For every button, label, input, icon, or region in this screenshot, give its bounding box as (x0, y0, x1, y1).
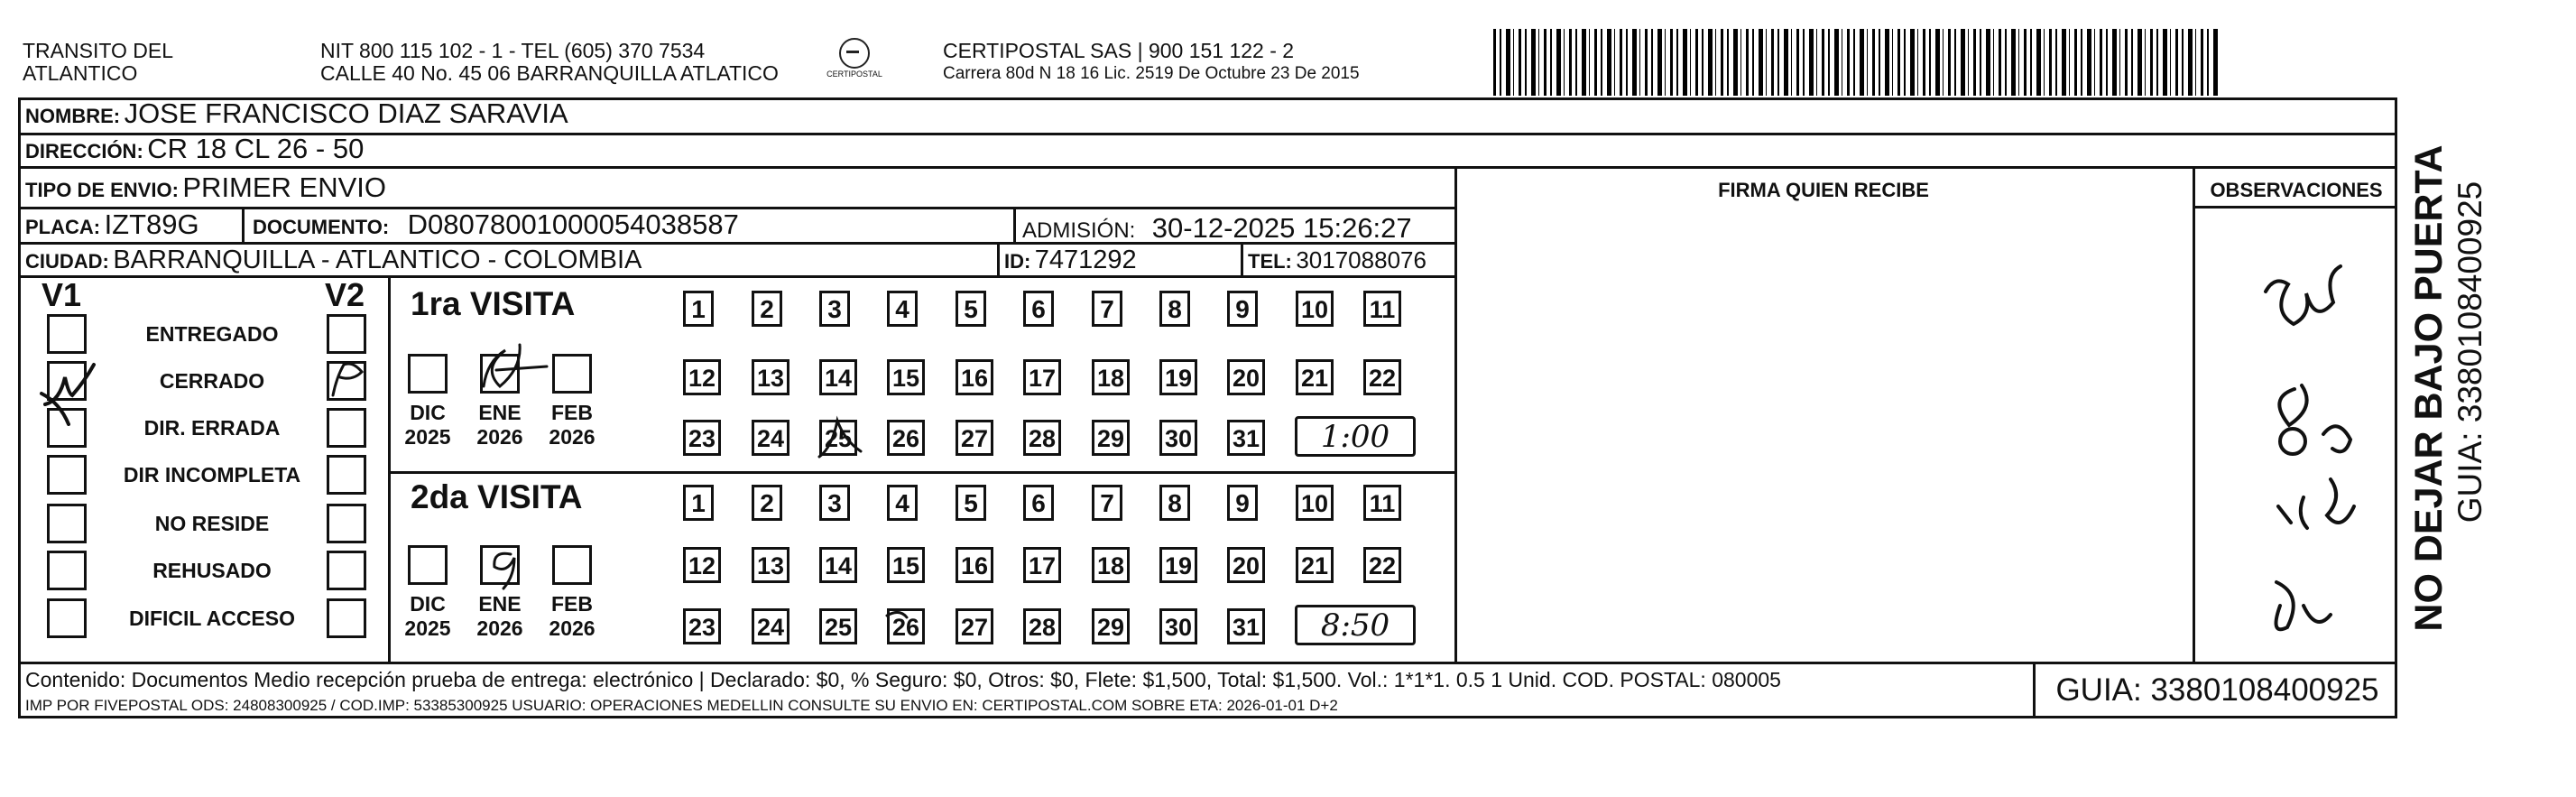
visit2-day-12[interactable]: 12 (683, 547, 721, 583)
visit2-ene-mark (478, 542, 532, 592)
nombre-row: NOMBRE: JOSE FRANCISCO DIAZ SARAVIA (25, 97, 568, 129)
tel-value: 3017088076 (1296, 246, 1426, 273)
visit2-day-31[interactable]: 31 (1227, 608, 1265, 644)
visit1-month-feb: FEB 2026 (549, 401, 596, 449)
visit1-day-20[interactable]: 20 (1227, 359, 1265, 395)
agency-contact: NIT 800 115 102 - 1 - TEL (605) 370 7534 CALLE 40 No. 45 06 BARRANQUILLA ATLATICO (320, 39, 779, 85)
v1-dir-incompleta-checkbox[interactable] (47, 455, 87, 495)
visit1-day-14[interactable]: 14 (819, 359, 857, 395)
visit1-day-27[interactable]: 27 (956, 420, 993, 456)
documento-value: D08078001000054038587 (407, 209, 739, 240)
visit1-day-30[interactable]: 30 (1159, 420, 1197, 456)
visit2-day-4[interactable]: 4 (887, 485, 918, 521)
footer-print-line: IMP POR FIVEPOSTAL ODS: 24808300925 / COD.IMP: 53385300925 USUARIO: OPERACIONES MEDELLIN CONSULTE SU ENVIO EN: CERTIPOSTAL.COM SOBRE ETA: 2026-01-01 D+2 (25, 697, 1338, 714)
tipo-envio-row: TIPO DE ENVIO: PRIMER ENVIO (25, 171, 387, 203)
visit1-day-18[interactable]: 18 (1092, 359, 1130, 395)
visit2-day-8[interactable]: 8 (1159, 485, 1190, 521)
visit1-day-5[interactable]: 5 (956, 291, 986, 327)
visit1-month-feb-checkbox[interactable] (552, 354, 592, 394)
status-dificil-acceso: DIFICIL ACCESO (128, 607, 295, 630)
visit2-day-26[interactable]: 26 (887, 608, 925, 644)
visit1-day-6[interactable]: 6 (1023, 291, 1054, 327)
visit1-day-11[interactable]: 11 (1363, 291, 1401, 327)
v1-entregado-checkbox[interactable] (47, 314, 87, 354)
nombre-value: JOSE FRANCISCO DIAZ SARAVIA (124, 97, 568, 129)
visit1-day-23[interactable]: 23 (683, 420, 721, 456)
visit2-day-9[interactable]: 9 (1227, 485, 1258, 521)
agency-name: TRANSITO DEL ATLANTICO (23, 39, 173, 85)
admision-cell: ADMISIÓN: 30-12-2025 15:26:27 (1022, 212, 1412, 244)
side-guia: GUIA: 3380108400925 (2451, 181, 2488, 524)
visit1-day-7[interactable]: 7 (1092, 291, 1122, 327)
direccion-value: CR 18 CL 26 - 50 (147, 133, 365, 164)
visit2-day-20[interactable]: 20 (1227, 547, 1265, 583)
tel-cell: TEL: 3017088076 (1248, 246, 1426, 273)
company-info: CERTIPOSTAL SAS | 900 151 122 - 2 Carrera 80d N 18 16 Lic. 2519 De Octubre 23 De 2015 (943, 39, 1360, 83)
footer-guia: GUIA: 3380108400925 (2055, 672, 2379, 708)
visit2-day-16[interactable]: 16 (956, 547, 993, 583)
barcode (1493, 29, 2220, 96)
visit2-day-10[interactable]: 10 (1296, 485, 1334, 521)
visit1-day-3[interactable]: 3 (819, 291, 850, 327)
visit1-day-16[interactable]: 16 (956, 359, 993, 395)
visit2-day-19[interactable]: 19 (1159, 547, 1197, 583)
visit1-time-box[interactable]: 1:00 (1295, 416, 1416, 457)
footer-content-line: Contenido: Documentos Medio recepción prueba de entrega: electrónico | Declarado: $0, % Seguro: $0, Otros: $0, Flete: $1,500, Total: $1,500. Vol.: 1*1*1. 0.5 1 Unid. COD. POSTAL: 080005 (25, 668, 1781, 691)
visit2-day-23[interactable]: 23 (683, 608, 721, 644)
visit1-day-22[interactable]: 22 (1363, 359, 1401, 395)
visit1-day-4[interactable]: 4 (887, 291, 918, 327)
visit2-day-24[interactable]: 24 (752, 608, 789, 644)
visit2-month-ene: ENE 2026 (476, 592, 523, 640)
v2-label: V2 (325, 276, 365, 313)
visit1-day-26[interactable]: 26 (887, 420, 925, 456)
tipo-envio-value: PRIMER ENVIO (182, 171, 387, 203)
admision-value: 30-12-2025 15:26:27 (1151, 212, 1412, 244)
visit2-month-feb-checkbox[interactable] (552, 545, 592, 585)
certipostal-logo: CERTIPOSTAL (823, 38, 886, 79)
visit2-day-17[interactable]: 17 (1023, 547, 1061, 583)
v1-dificil-acceso-checkbox[interactable] (47, 598, 87, 638)
visit2-day-15[interactable]: 15 (887, 547, 925, 583)
visit2-day-11[interactable]: 11 (1363, 485, 1401, 521)
direccion-row: DIRECCIÓN: CR 18 CL 26 - 50 (25, 133, 365, 164)
status-cerrado: CERRADO (159, 369, 265, 393)
visit1-day-8[interactable]: 8 (1159, 291, 1190, 327)
visit1-month-ene: ENE 2026 (476, 401, 523, 449)
visit1-day-29[interactable]: 29 (1092, 420, 1130, 456)
visit2-day-1[interactable]: 1 (683, 485, 714, 521)
visit2-month-dic-checkbox[interactable] (408, 545, 448, 585)
visit2-day-2[interactable]: 2 (752, 485, 782, 521)
documento-cell: DOCUMENTO: D08078001000054038587 (253, 209, 739, 240)
visit2-day-27[interactable]: 27 (956, 608, 993, 644)
visit2-day-28[interactable]: 28 (1023, 608, 1061, 644)
v1-no-reside-checkbox[interactable] (47, 504, 87, 543)
visit2-day-25[interactable]: 25 (819, 608, 857, 644)
visit1-day-13[interactable]: 13 (752, 359, 789, 395)
visit1-day-28[interactable]: 28 (1023, 420, 1061, 456)
visit1-day-mark (812, 413, 866, 464)
observaciones-header: OBSERVACIONES (2210, 179, 2383, 201)
v2-cerrado-mark (320, 356, 374, 410)
visit1-month-dic-checkbox[interactable] (408, 354, 448, 394)
visit1-ene-mark (476, 336, 549, 399)
visit1-day-1[interactable]: 1 (683, 291, 714, 327)
status-dir-incompleta: DIR INCOMPLETA (123, 463, 301, 487)
visit2-time-box[interactable]: 8:50 (1295, 605, 1416, 645)
visit1-day-10[interactable]: 10 (1296, 291, 1334, 327)
visit1-title: 1ra VISITA (411, 285, 576, 322)
visit2-title: 2da VISITA (411, 478, 583, 515)
visit1-day-17[interactable]: 17 (1023, 359, 1061, 395)
firma-header: FIRMA QUIEN RECIBE (1718, 179, 1929, 201)
status-no-reside: NO RESIDE (154, 512, 270, 535)
status-dir-errada: DIR. ERRADA (143, 416, 281, 440)
observaciones-handwriting (2195, 209, 2397, 662)
visit2-day-mark (880, 603, 925, 648)
visit2-day-29[interactable]: 29 (1092, 608, 1130, 644)
visit2-day-7[interactable]: 7 (1092, 485, 1122, 521)
v1-label: V1 (42, 276, 82, 313)
visit1-day-2[interactable]: 2 (752, 291, 782, 327)
ciudad-cell: CIUDAD: BARRANQUILLA - ATLANTICO - COLOMBIA (25, 246, 642, 274)
id-cell: ID: 7471292 (1004, 246, 1137, 274)
visit2-month-feb: FEB 2026 (549, 592, 596, 640)
visit2-day-18[interactable]: 18 (1092, 547, 1130, 583)
v1-rehusado-checkbox[interactable] (47, 551, 87, 590)
ciudad-value: BARRANQUILLA - ATLANTICO - COLOMBIA (113, 246, 642, 274)
visit2-day-22[interactable]: 22 (1363, 547, 1401, 583)
visit1-day-25[interactable]: 25 (819, 420, 857, 456)
visit2-day-5[interactable]: 5 (956, 485, 986, 521)
visit1-day-9[interactable]: 9 (1227, 291, 1258, 327)
visit1-day-12[interactable]: 12 (683, 359, 721, 395)
visit2-day-21[interactable]: 21 (1296, 547, 1334, 583)
visit2-day-13[interactable]: 13 (752, 547, 789, 583)
id-value: 7471292 (1034, 246, 1137, 274)
visit1-month-dic: DIC 2025 (404, 401, 451, 449)
visit2-month-dic: DIC 2025 (404, 592, 451, 640)
side-no-dejar: NO DEJAR BAJO PUERTA (2407, 144, 2451, 632)
placa-value: IZT89G (104, 209, 199, 240)
status-rehusado: REHUSADO (152, 559, 272, 582)
visit2-day-6[interactable]: 6 (1023, 485, 1054, 521)
v1-cerrado-mark (36, 354, 99, 426)
visit1-day-19[interactable]: 19 (1159, 359, 1197, 395)
visit1-day-15[interactable]: 15 (887, 359, 925, 395)
visit2-day-3[interactable]: 3 (819, 485, 850, 521)
placa-cell: PLACA: IZT89G (25, 209, 199, 240)
status-entregado: ENTREGADO (145, 322, 279, 346)
visit2-day-14[interactable]: 14 (819, 547, 857, 583)
visit1-day-31[interactable]: 31 (1227, 420, 1265, 456)
visit1-day-21[interactable]: 21 (1296, 359, 1334, 395)
visit2-day-30[interactable]: 30 (1159, 608, 1197, 644)
signature-area[interactable] (1457, 209, 2193, 662)
visit1-day-24[interactable]: 24 (752, 420, 789, 456)
